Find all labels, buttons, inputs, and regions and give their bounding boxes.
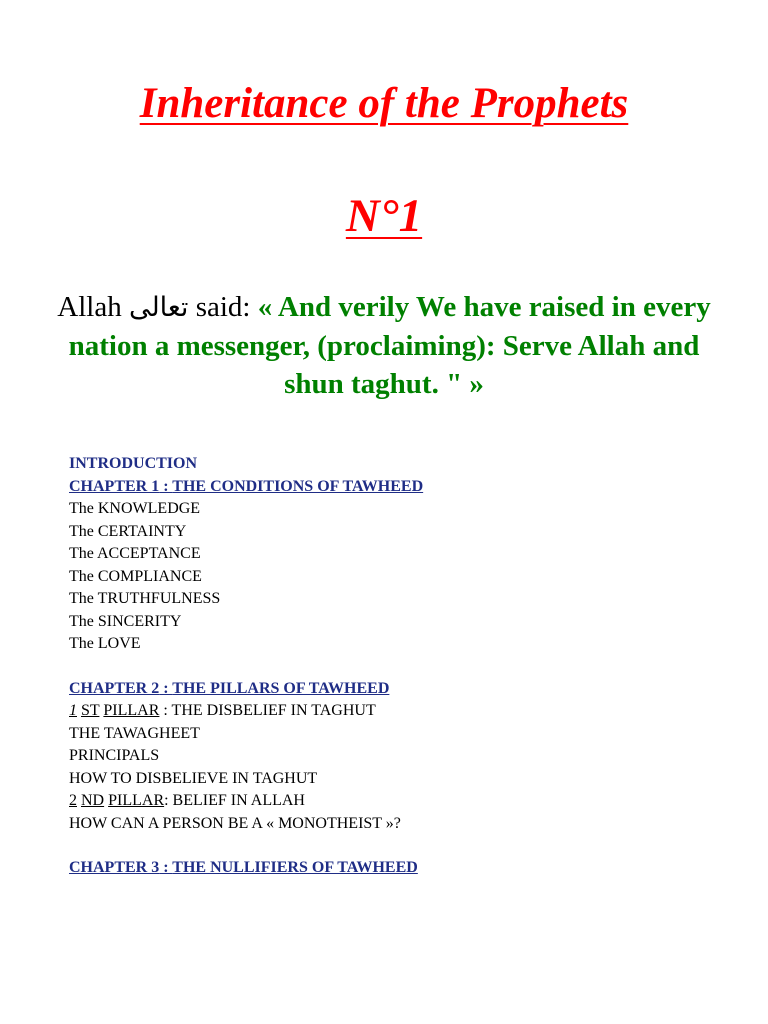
toc-item: The KNOWLEDGE: [69, 500, 201, 517]
quote-prefix: Allah: [57, 291, 122, 323]
toc-item: The CERTAINTY: [69, 522, 187, 540]
toc-chapter-2[interactable]: [69, 678, 729, 701]
toc-chapter-1[interactable]: [69, 476, 729, 499]
pillar-1-word: PILLAR: [103, 702, 160, 719]
chapter-3-label: CHAPTER 3: [69, 859, 160, 876]
toc-pillar-2: [69, 790, 729, 813]
chapter-2-title: THE PILLARS OF TAWHEED: [172, 679, 390, 697]
chapter-3-sep: :: [159, 859, 173, 876]
toc-item: HOW TO DISBELIEVE IN TAGHUT: [69, 769, 318, 787]
toc-item: The TRUTHFULNESS: [69, 590, 221, 607]
chapter-1-title: THE CONDITIONS OF TAWHEED: [172, 477, 424, 495]
quote-block: [40, 288, 728, 403]
toc-introduction[interactable]: INTRODUCTION: [69, 455, 198, 472]
toc-chapter-3[interactable]: [69, 857, 729, 880]
toc-item: THE TAWAGHEET: [69, 724, 200, 742]
toc-item: PRINCIPALS: [69, 747, 160, 764]
pillar-2-rest: : BELIEF IN ALLAH: [164, 792, 305, 809]
quote-text: « And verily We have raised in every nation a messenger, (proclaiming): Serve Allah and shun taghut. " »: [68, 291, 711, 400]
toc-spacer: [69, 656, 729, 678]
document-title: Inheritance of the Prophets: [139, 80, 629, 127]
chapter-1-sep: :: [159, 477, 173, 495]
pillar-1-rest: : THE DISBELIEF IN TAGHUT: [159, 702, 376, 719]
chapter-1-label: CHAPTER 1: [69, 477, 160, 495]
toc-item: The SINCERITY: [69, 612, 182, 630]
table-of-contents: [69, 453, 729, 880]
toc-item: The COMPLIANCE: [69, 567, 202, 585]
toc-item: The ACCEPTANCE: [69, 545, 201, 562]
quote-said: said:: [195, 291, 251, 323]
chapter-3-title: THE NULLIFIERS OF TAWHEED: [172, 859, 418, 876]
toc-item: HOW CAN A PERSON BE A « MONOTHEIST »?: [69, 814, 401, 832]
pillar-2-word: PILLAR: [108, 792, 165, 809]
pillar-2-num: 2: [69, 792, 77, 809]
chapter-2-sep: :: [159, 679, 173, 697]
toc-spacer: [69, 835, 729, 857]
chapter-2-label: CHAPTER 2: [69, 679, 160, 697]
pillar-1-suffix: ST: [81, 702, 100, 719]
pillar-1-num: 1: [69, 702, 77, 719]
quote-arabic: تعالى: [128, 292, 189, 323]
toc-pillar-1: [69, 700, 729, 723]
pillar-2-suffix: ND: [81, 792, 105, 809]
toc-item: The LOVE: [69, 635, 141, 652]
document-number: N°1: [345, 190, 423, 242]
